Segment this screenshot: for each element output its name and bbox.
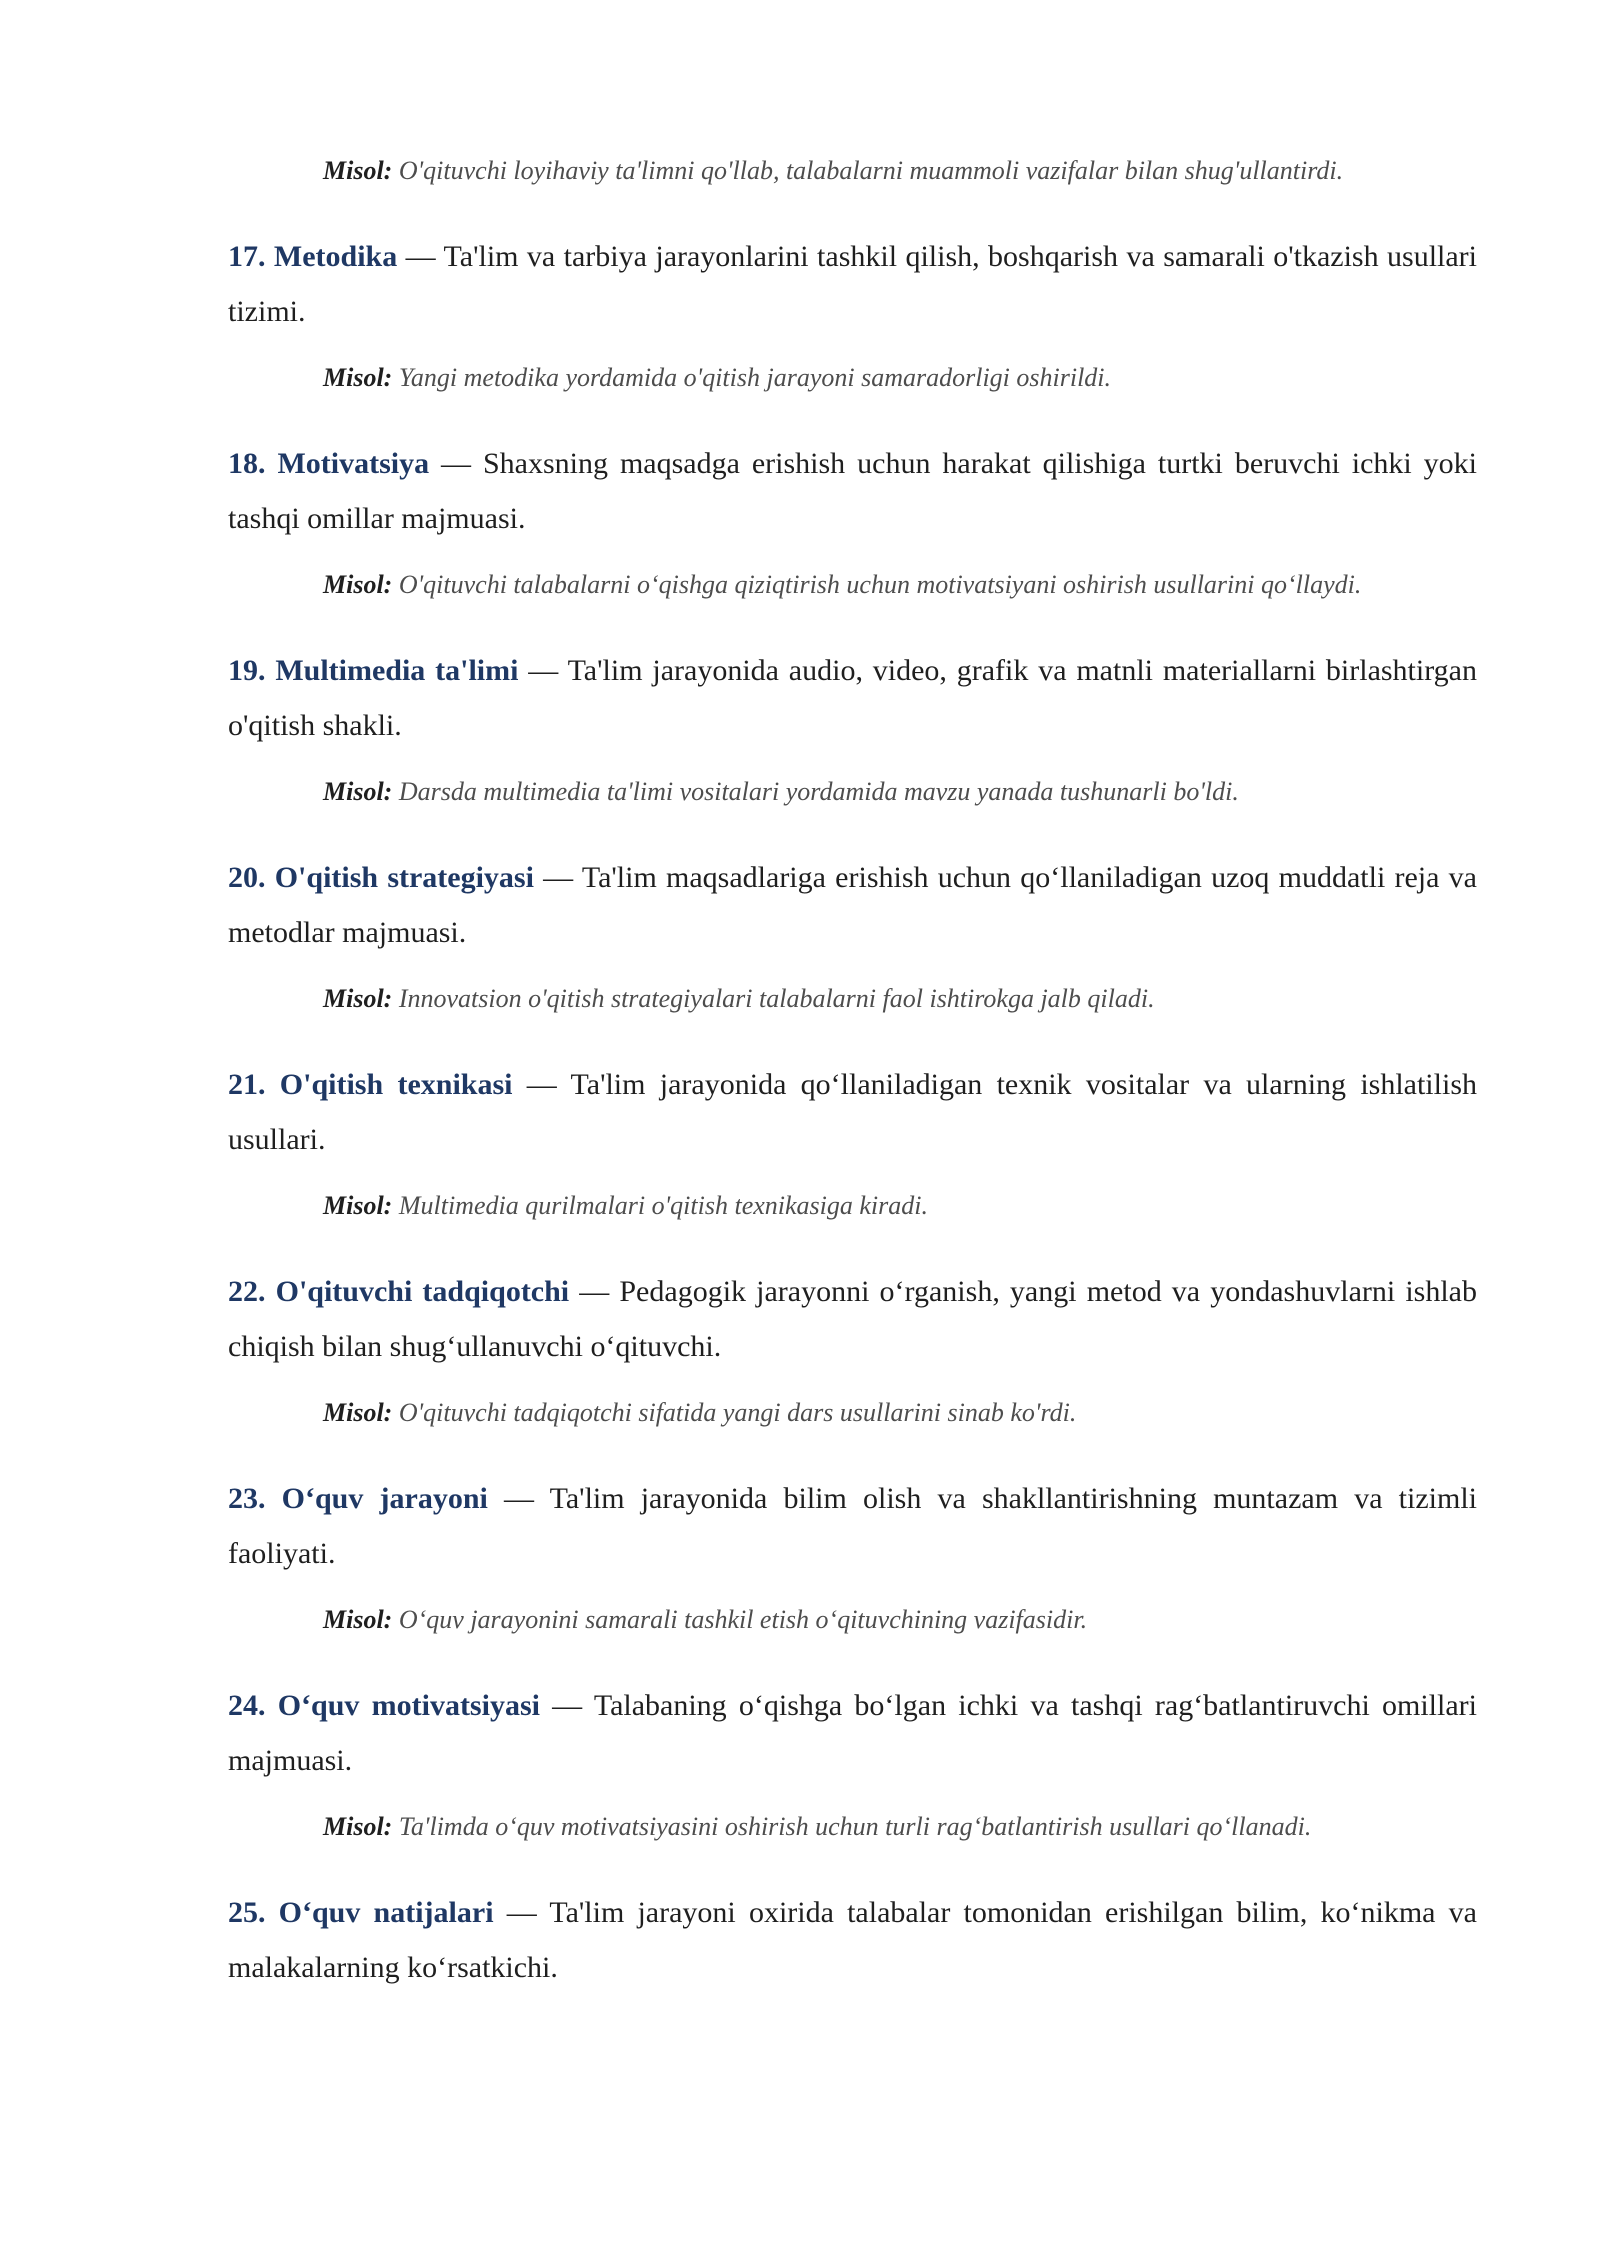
definition-text: — Shaxsning maqsadga erishish uchun harakat qilishiga turtki beruvchi ichki yoki tashqi omillar majmuasi.: [228, 447, 1478, 535]
definition-text: — Ta'lim maqsadlariga erishish uchun qo‘llaniladigan uzoq muddatli reja va metodlar majmuasi.: [228, 861, 1477, 949]
example-label: Misol:: [323, 1812, 393, 1841]
example-label: Misol:: [323, 570, 393, 599]
definition-text: — Ta'lim jarayonida audio, video, grafik va matnli materiallarni birlashtirgan o'qitish shakli.: [228, 654, 1477, 742]
example-paragraph: [323, 1802, 1477, 1852]
glossary-entry: [228, 643, 1477, 817]
example-paragraph: [323, 146, 1477, 196]
example-label: Misol:: [323, 1191, 393, 1220]
glossary-entry: [228, 436, 1477, 610]
example-text: O'qituvchi tadqiqotchi sifatida yangi dars usullarini sinab ko'rdi.: [398, 1398, 1077, 1427]
example-paragraph: [323, 974, 1477, 1024]
glossary-entry: [228, 1264, 1477, 1438]
term-title: 21. O'qitish texnikasi: [228, 1068, 513, 1101]
example-text: Ta'limda o‘quv motivatsiyasini oshirish uchun turli rag‘batlantirish usullari qo‘llanadi.: [398, 1812, 1312, 1841]
glossary-content: [228, 146, 1477, 2015]
term-title: 23. O‘quv jarayoni: [228, 1482, 488, 1515]
term-definition: [228, 850, 1477, 960]
example-text: Multimedia qurilmalari o'qitish texnikasiga kiradi.: [398, 1191, 928, 1220]
example-paragraph: [323, 353, 1477, 403]
term-title: 22. O'qituvchi tadqiqotchi: [228, 1275, 570, 1308]
example-label: Misol:: [323, 984, 393, 1013]
example-text: Innovatsion o'qitish strategiyalari talabalarni faol ishtirokga jalb qiladi.: [398, 984, 1155, 1013]
example-label: Misol:: [323, 1398, 393, 1427]
glossary-entry: [228, 1057, 1477, 1231]
glossary-entry: [228, 850, 1477, 1024]
term-definition: [228, 1678, 1477, 1788]
example-label: Misol:: [323, 777, 393, 806]
example-paragraph: [323, 1181, 1477, 1231]
example-text: Yangi metodika yordamida o'qitish jarayoni samaradorligi oshirildi.: [398, 363, 1112, 392]
example-text: O'qituvchi talabalarni o‘qishga qiziqtirish uchun motivatsiyani oshirish usullarini qo‘llaydi.: [398, 570, 1362, 599]
glossary-entry: [228, 1678, 1477, 1852]
definition-text: — Ta'lim va tarbiya jarayonlarini tashkil qilish, boshqarish va samarali o'tkazish usullari tizimi.: [228, 240, 1478, 328]
term-definition: [228, 1264, 1477, 1374]
glossary-entry: [228, 229, 1477, 403]
term-title: 18. Motivatsiya: [228, 447, 430, 480]
term-definition: [228, 1471, 1477, 1581]
example-paragraph: [323, 1388, 1477, 1438]
example-paragraph: [323, 767, 1477, 817]
example-label: Misol:: [323, 363, 393, 392]
example-text: O'qituvchi loyihaviy ta'limni qo'llab, talabalarni muammoli vazifalar bilan shug'ullantirdi.: [398, 156, 1344, 185]
example-text: O‘quv jarayonini samarali tashkil etish o‘qituvchining vazifasidir.: [398, 1605, 1088, 1634]
definition-text: — Talabaning o‘qishga bo‘lgan ichki va tashqi rag‘batlantiruvchi omillari majmuasi.: [228, 1689, 1477, 1777]
term-title: 17. Metodika: [228, 240, 398, 273]
definition-text: — Pedagogik jarayonni o‘rganish, yangi metod va yondashuvlarni ishlab chiqish bilan shug‘ullanuvchi o‘qituvchi.: [228, 1275, 1477, 1363]
term-definition: [228, 643, 1477, 753]
definition-text: — Ta'lim jarayonida bilim olish va shakllantirishning muntazam va tizimli faoliyati.: [228, 1482, 1477, 1570]
example-text: Darsda multimedia ta'limi vositalari yordamida mavzu yanada tushunarli bo'ldi.: [398, 777, 1239, 806]
term-title: 20. O'qitish strategiyasi: [228, 861, 534, 894]
term-title: 24. O‘quv motivatsiyasi: [228, 1689, 540, 1722]
example-label: Misol:: [323, 156, 393, 185]
term-title: 25. O‘quv natijalari: [228, 1896, 494, 1929]
definition-text: — Ta'lim jarayoni oxirida talabalar tomonidan erishilgan bilim, ko‘nikma va malakalarning ko‘rsatkichi.: [228, 1896, 1477, 1984]
term-definition: [228, 436, 1477, 546]
term-definition: [228, 1885, 1477, 1995]
term-title: 19. Multimedia ta'limi: [228, 654, 519, 687]
example-label: Misol:: [323, 1605, 393, 1634]
example-paragraph: [323, 1595, 1477, 1645]
definition-text: — Ta'lim jarayonida qo‘llaniladigan texnik vositalar va ularning ishlatilish usullari.: [228, 1068, 1477, 1156]
glossary-entry: [228, 1471, 1477, 1645]
term-definition: [228, 1057, 1477, 1167]
example-paragraph: [323, 560, 1477, 610]
glossary-entry: [228, 1885, 1477, 1995]
term-definition: [228, 229, 1477, 339]
